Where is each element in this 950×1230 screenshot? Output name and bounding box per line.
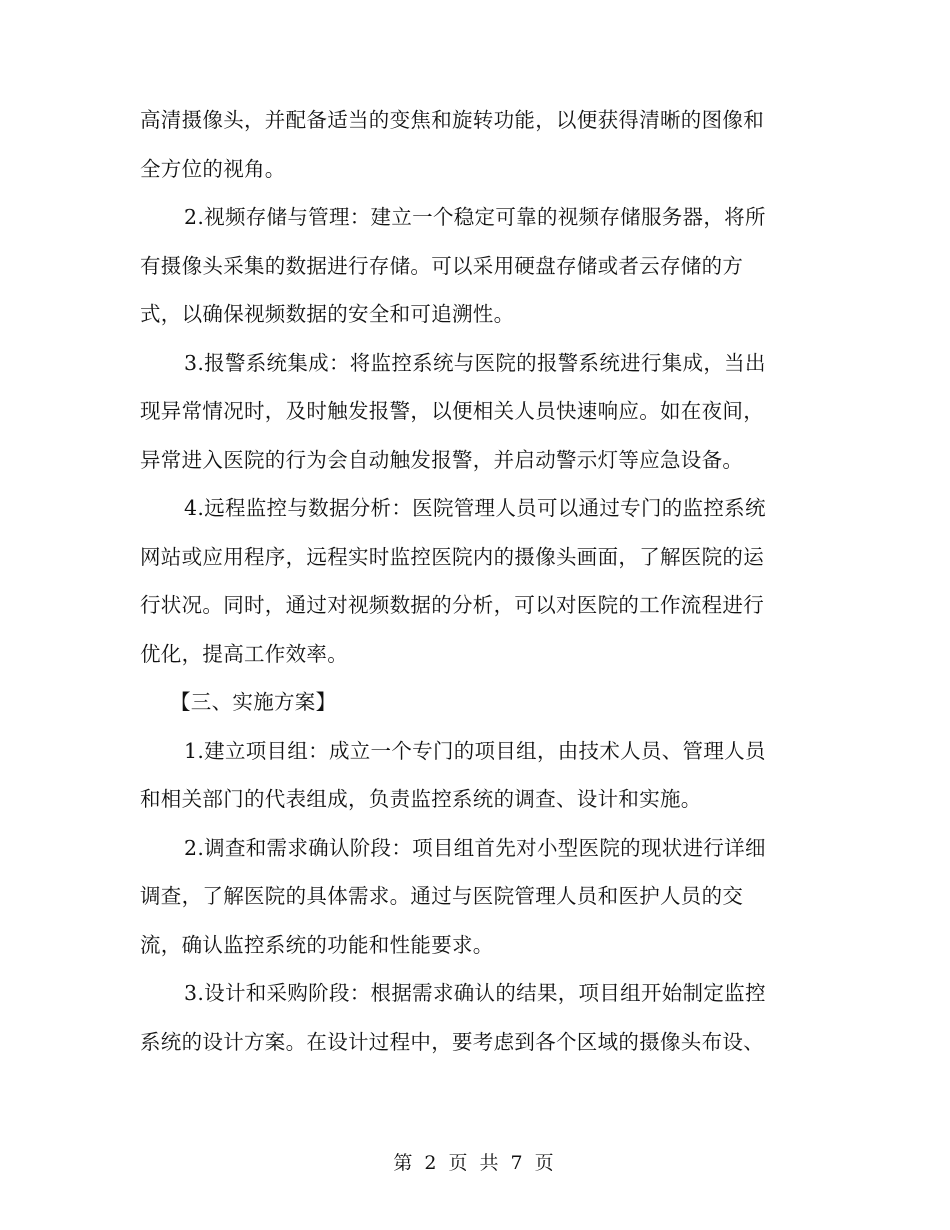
text-line: 流，确认监控系统的功能和性能要求。 xyxy=(140,932,494,957)
document-body xyxy=(140,96,805,1066)
text-line: 全方位的视角。 xyxy=(140,156,286,181)
paragraph-start-line: 2.调查和需求确认阶段：项目组首先对小型医院的现状进行详细 xyxy=(184,835,766,860)
section-heading: 【三、实施方案】 xyxy=(170,690,337,714)
text-line: 网站或应用程序，远程实时监控医院内的摄像头画面，了解医院的运 xyxy=(140,544,764,569)
text-line: 现异常情况时，及时触发报警，以便相关人员快速响应。如在夜间， xyxy=(140,399,764,423)
paragraph-start-line: 4.远程监控与数据分析：医院管理人员可以通过专门的监控系统 xyxy=(184,496,766,520)
text-line: 和相关部门的代表组成，负责监控系统的调查、设计和实施。 xyxy=(140,787,702,811)
text-line: 有摄像头采集的数据进行存储。可以采用硬盘存储或者云存储的方 xyxy=(140,253,744,278)
paragraph-start-line: 2.视频存储与管理：建立一个稳定可靠的视频存储服务器，将所 xyxy=(184,205,766,229)
paragraph-start-line: 3.设计和采购阶段：根据需求确认的结果，项目组开始制定监控 xyxy=(184,981,766,1005)
text-line: 式，以确保视频数据的安全和可追溯性。 xyxy=(140,302,515,326)
text-line: 异常进入医院的行为会自动触发报警，并启动警示灯等应急设备。 xyxy=(140,447,744,472)
text-line: 高清摄像头，并配备适当的变焦和旋转功能，以便获得清晰的图像和 xyxy=(140,108,764,132)
text-line: 调查，了解医院的具体需求。通过与医院管理人员和医护人员的交 xyxy=(140,884,744,908)
page-number-footer: 第 2 页 共 7 页 xyxy=(393,1152,557,1174)
paragraph-start-line: 3.报警系统集成：将监控系统与医院的报警系统进行集成，当出 xyxy=(184,350,766,375)
text-line: 行状况。同时，通过对视频数据的分析，可以对医院的工作流程进行 xyxy=(140,593,764,617)
paragraph-start-line: 1.建立项目组：成立一个专门的项目组，由技术人员、管理人员 xyxy=(184,738,766,763)
text-line: 优化，提高工作效率。 xyxy=(140,641,348,666)
text-line: 系统的设计方案。在设计过程中，要考虑到各个区域的摄像头布设、 xyxy=(140,1029,764,1054)
